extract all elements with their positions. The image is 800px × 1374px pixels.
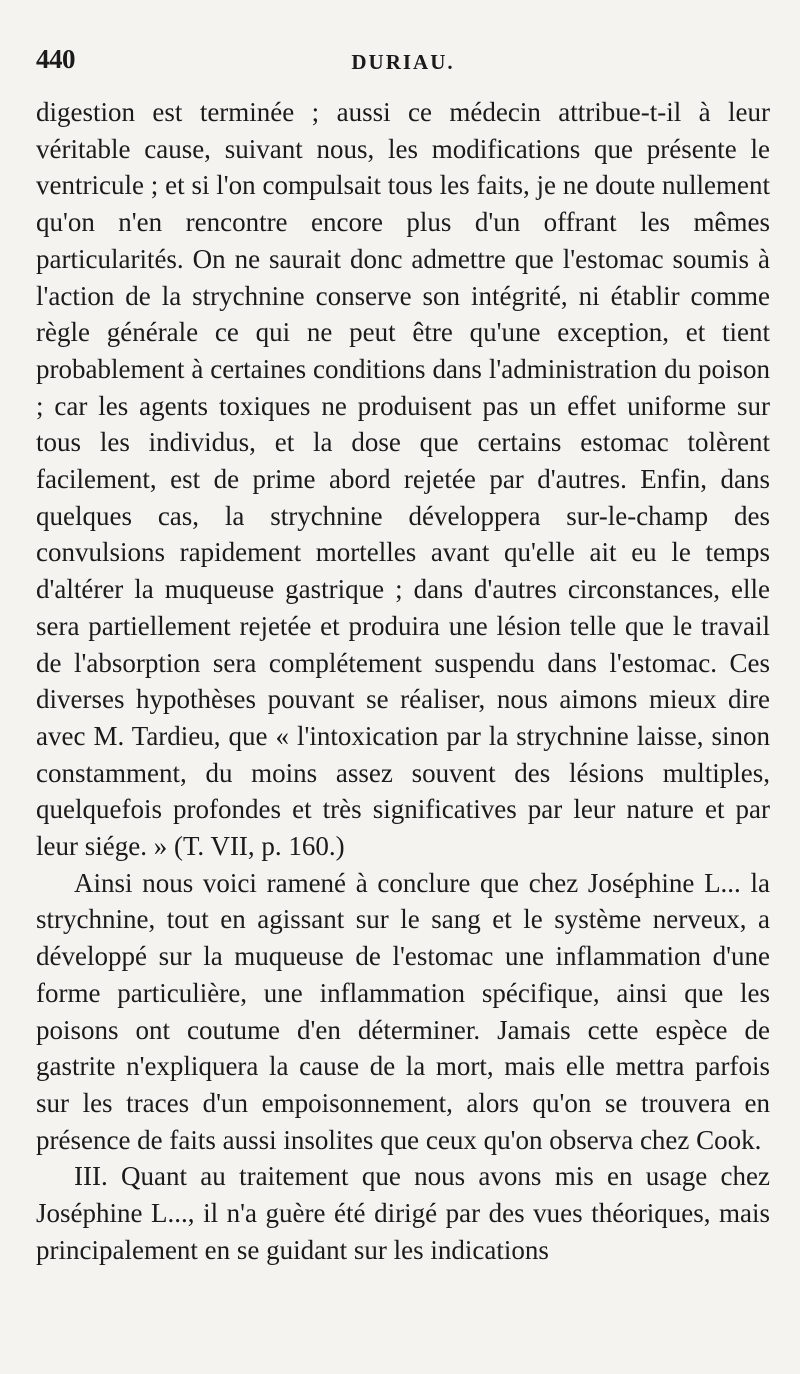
paragraph-2: Ainsi nous voici ramené à conclure que chez Joséphine L... la strychnine, tout en agissant sur le sang et le système nerveux, a développé sur la muqueuse de l'estomac une inflammation d'une forme particulière, une inflammation spécifique, ainsi que les poisons ont coutume d'en déterminer. Jamais cette espèce de gastrite n'expliquera la cause de la mort, mais elle mettra parfois sur les traces d'un empoisonnement, alors qu'on se trouvera en présence de faits aussi insolites que ceux qu'on observa chez Cook. [36,867,770,1155]
paragraph-1: digestion est terminée ; aussi ce médecin attribue-t-il à leur véritable cause, suivant nous, les modifications que présente le ventricule ; et si l'on compulsait tous les faits, je ne doute nullement qu'on n'en rencontre encore plus d'un offrant les mêmes particularités. On ne saurait donc admettre que l'estomac soumis à l'action de la strychnine conserve son intégrité, ni établir comme règle générale ce qui ne peut être qu'une exception, et tient probablement à certaines conditions dans l'administration du poison ; car les agents toxiques ne produisent pas un effet uniforme sur tous les individus, et la dose que certains estomac tolèrent facilement, est de prime abord rejetée par d'autres. Enfin, dans quelques cas, la strychnine développera sur-le-champ des convulsions rapidement mortelles avant qu'elle ait eu le temps d'altérer la muqueuse gastrique ; dans d'autres circonstances, elle sera partiellement rejetée et produira une lésion telle que le travail de l'absorption sera complétement suspendu dans l'estomac. Ces diverses hypothèses pouvant se réaliser, nous aimons mieux dire avec M. Tardieu, que « l'intoxication par la strychnine laisse, sinon constamment, du moins assez souvent des lésions multiples, quelquefois profondes et très significatives par leur nature et par leur siége. » (T. VII, p. 160.) [36,97,770,862]
page-header [36,44,770,94]
running-head: DURIAU. [351,50,455,74]
page-number: 440 [36,44,75,74]
paragraph-3: III. Quant au traitement que nous avons mis en usage chez Joséphine L..., il n'a guère été dirigé par des vues théoriques, mais principalement en se guidant sur les indications [36,1161,770,1265]
page-body [36,94,770,1269]
